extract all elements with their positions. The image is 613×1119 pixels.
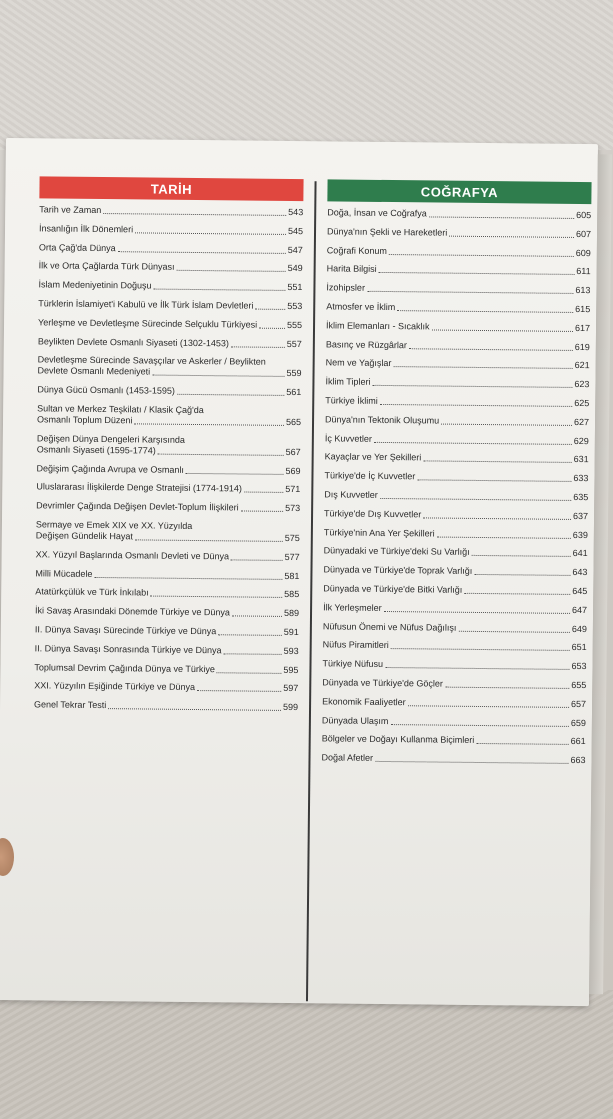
toc-page-number: 577 [284, 551, 300, 562]
toc-page-number: 653 [571, 661, 587, 672]
toc-page-number: 565 [285, 416, 302, 428]
toc-page-number: 627 [573, 416, 590, 427]
toc-entry-title-line1: Devletleşme Sürecinde Savaşçılar ve Askerler / Beylikten [37, 354, 266, 368]
toc-entry-title: Türkiye'de İç Kuvvetler [324, 470, 416, 482]
toc-entry-title: Coğrafi Konum [326, 244, 387, 256]
book-page [0, 138, 598, 1006]
toc-entry-title-line1: Değişen Dünya Dengeleri Karşısında [36, 433, 185, 445]
toc-dot-leader [472, 555, 571, 557]
toc-entry-title: Nüfusun Önemi ve Nüfus Dağılışı [322, 620, 457, 633]
toc-entry-title-line2: Osmanlı Siyaseti (1595-1774) [36, 444, 156, 456]
toc-entry-title: Nem ve Yağışlar [325, 357, 392, 369]
toc-entry [327, 226, 591, 240]
toc-dot-leader [135, 539, 283, 542]
toc-page-number: 551 [287, 282, 303, 293]
toc-entry-title: Dünyadaki ve Türkiye'deki Su Varlığı [323, 545, 470, 558]
toc-entry-title-line2: Değişen Gündelik Hayat [35, 530, 133, 542]
toc-dot-leader [259, 327, 285, 328]
toc-dot-leader [232, 616, 282, 618]
toc-entry [327, 207, 591, 221]
cografya-header: COĞRAFYA [327, 179, 591, 204]
toc-dot-leader [417, 479, 571, 482]
toc-dot-leader [153, 289, 285, 291]
toc-dot-leader [423, 461, 571, 464]
toc-entry [38, 336, 302, 350]
toc-page-number: 569 [285, 465, 301, 476]
toc-dot-leader [255, 309, 285, 310]
toc-entry [323, 602, 587, 616]
toc-page-number: 571 [285, 484, 301, 495]
toc-entry-title: Dünyada ve Türkiye'de Toprak Varlığı [323, 564, 473, 577]
toc-dot-leader [449, 235, 574, 237]
toc-entry [35, 643, 299, 657]
toc-entry [36, 549, 300, 563]
toc-page-number: 549 [287, 263, 303, 274]
toc-entry [39, 204, 303, 218]
toc-dot-leader [375, 761, 568, 764]
toc-entry-title: Ekonomik Faaliyetler [322, 696, 406, 707]
toc-page-number: 617 [574, 322, 591, 333]
tarih-column [34, 176, 304, 721]
toc-page-number: 543 [288, 206, 304, 218]
toc-entry-title: Türkiye'de Dış Kuvvetler [324, 508, 422, 520]
toc-entry [325, 452, 589, 466]
toc-page-number: 645 [572, 585, 588, 597]
toc-entry [325, 395, 589, 409]
toc-page-number: 555 [286, 319, 303, 330]
toc-page-number: 553 [287, 300, 303, 312]
toc-dot-leader [437, 536, 571, 538]
toc-page-number: 611 [576, 266, 591, 277]
page-edge [589, 154, 612, 994]
toc-page-number: 629 [573, 435, 589, 446]
toc-dot-leader [244, 492, 283, 493]
toc-entry [323, 621, 587, 635]
toc-entry [34, 699, 298, 713]
toc-page-number: 661 [570, 736, 586, 747]
toc-entry-title: Türkiye İklimi [325, 395, 378, 406]
toc-dot-leader [379, 272, 575, 275]
toc-entry-title: Nüfus Piramitleri [322, 639, 389, 651]
toc-entry [38, 280, 302, 294]
toc-entry [322, 715, 586, 729]
toc-entry-title: Uluslararası İlişkilerde Denge Stratejisi (1774-1914) [36, 481, 242, 494]
toc-entry-title: Dünyada ve Türkiye'de Göçler [322, 677, 443, 689]
toc-entry [34, 681, 298, 695]
toc-page-number: 591 [283, 626, 299, 638]
toc-page-number: 561 [286, 387, 302, 398]
fabric-background-top [0, 0, 613, 150]
toc-page-number: 585 [284, 589, 300, 600]
toc-entry-title: İki Savaş Arasındaki Dönemde Türkiye ve Dünya [35, 605, 231, 618]
fabric-background-bottom [0, 990, 613, 1119]
toc-dot-leader [380, 498, 571, 501]
toc-entry [39, 223, 303, 237]
toc-entry-title: II. Dünya Savaşı Sonrasında Türkiye ve Dünya [34, 643, 222, 656]
tarih-header: TARİH [39, 176, 303, 201]
toc-entry-title: İç Kuvvetler [324, 432, 372, 444]
toc-dot-leader [217, 672, 282, 674]
toc-dot-leader [393, 366, 572, 369]
toc-entry-title-line1: Sultan ve Merkez Teşkilatı / Klasik Çağ'da [37, 403, 204, 416]
toc-page-number: 655 [571, 679, 587, 691]
toc-entry [326, 283, 590, 297]
toc-entry-title: XX. Yüzyıl Başlarında Osmanlı Devleti ve Dünya [35, 549, 230, 562]
toc-page-number: 589 [283, 608, 300, 619]
toc-entry [322, 658, 586, 672]
toc-page-number: 599 [282, 702, 299, 713]
toc-entry [35, 605, 299, 619]
toc-entry-title: İslam Medeniyetinin Doğuşu [38, 279, 152, 291]
toc-entry [325, 377, 589, 391]
toc-page-number: 633 [573, 473, 589, 484]
toc-entry-title: Bölgeler ve Doğayı Kullanma Biçimleri [321, 733, 475, 746]
toc-page-number: 615 [575, 303, 591, 315]
toc-dot-leader [218, 634, 282, 636]
toc-entry [38, 317, 302, 331]
toc-entry [34, 662, 298, 676]
toc-page-number: 663 [570, 755, 586, 766]
toc-entry [324, 489, 588, 503]
toc-page-number: 625 [574, 397, 590, 409]
toc-entry-title: Kayaçlar ve Yer Şekilleri [324, 451, 422, 463]
toc-page-number: 637 [572, 510, 589, 521]
toc-page-number: 619 [574, 341, 590, 352]
toc-entry-title: Genel Tekrar Testi [34, 699, 107, 711]
toc-page-number: 657 [571, 698, 587, 709]
toc-page-number: 607 [575, 228, 592, 239]
toc-page-number: 581 [284, 570, 300, 581]
toc-dot-leader [390, 724, 568, 727]
toc-dot-leader [408, 705, 569, 708]
toc-dot-leader [432, 329, 573, 331]
toc-entry [322, 677, 586, 691]
toc-dot-leader [445, 687, 569, 689]
toc-page-number: 635 [573, 491, 589, 503]
toc-entry-title: Dünya'nın Şekli ve Hareketleri [326, 226, 448, 238]
toc-page-number: 647 [572, 604, 588, 615]
toc-entry [35, 568, 299, 582]
toc-entry-title: Dünyada Ulaşım [321, 714, 389, 726]
toc-dot-leader [409, 348, 573, 351]
toc-dot-leader [151, 596, 283, 598]
toc-entry-title: İlk Yerleşmeler [323, 602, 382, 613]
toc-entry [324, 471, 588, 485]
toc-entry-title: İzohipsler [326, 282, 366, 293]
toc-dot-leader [231, 346, 285, 348]
toc-dot-leader [458, 630, 569, 632]
toc-dot-leader [197, 690, 281, 692]
toc-page-number: 545 [287, 225, 304, 236]
toc-entry [326, 358, 590, 372]
toc-entry [326, 301, 590, 315]
toc-page-number: 593 [283, 645, 299, 656]
toc-page-number: 623 [574, 379, 590, 390]
toc-entry [37, 433, 301, 458]
toc-entry-title: Dünyada ve Türkiye'de Bitki Varlığı [323, 583, 463, 595]
toc-entry-title: XXI. Yüzyılın Eşiğinde Türkiye ve Dünya [34, 680, 196, 693]
toc-dot-leader [380, 404, 572, 407]
toc-page-number: 605 [576, 209, 592, 221]
toc-entry [36, 519, 300, 544]
toc-entry [326, 320, 590, 334]
toc-dot-leader [476, 743, 568, 745]
toc-entry-title: Türkiye'nin Ana Yer Şekilleri [323, 526, 435, 539]
cografya-toc [321, 207, 591, 766]
toc-dot-leader [391, 648, 570, 651]
toc-dot-leader [241, 511, 283, 512]
toc-entry [323, 583, 587, 597]
toc-entry-title: İlk ve Orta Çağlarda Türk Dünyası [38, 260, 175, 273]
toc-entry-title: Dünya Gücü Osmanlı (1453-1595) [37, 384, 175, 396]
toc-page-number: 639 [572, 529, 588, 540]
toc-dot-leader [423, 517, 571, 520]
toc-entry [325, 414, 589, 428]
toc-dot-leader [94, 576, 282, 579]
toc-dot-leader [367, 291, 573, 294]
toc-page-number: 641 [572, 548, 588, 559]
toc-page-number: 651 [571, 642, 587, 653]
toc-entry [37, 385, 301, 399]
toc-entry-title: Değişim Çağında Avrupa ve Osmanlı [36, 462, 184, 475]
toc-dot-leader [177, 394, 284, 396]
toc-entry [327, 264, 591, 278]
toc-dot-leader [429, 216, 574, 219]
toc-entry-title: Yerleşme ve Devletleşme Sürecinde Selçuklu Türkiyesi [38, 317, 258, 330]
toc-dot-leader [186, 472, 284, 474]
toc-entry-title: Basınç ve Rüzgârlar [325, 338, 407, 350]
toc-entry-title: İklim Elemanları - Sıcaklık [326, 320, 430, 332]
toc-page-number: 567 [285, 446, 301, 457]
toc-page-number: 557 [286, 338, 302, 349]
column-divider [306, 181, 316, 1001]
toc-entry [326, 339, 590, 353]
toc-dot-leader [441, 423, 572, 425]
toc-entry [327, 245, 591, 259]
toc-entry [322, 734, 586, 748]
toc-entry [39, 261, 303, 275]
toc-entry-title-line2: Osmanlı Toplum Düzeni [37, 414, 133, 426]
toc-entry-title: Toplumsal Devrim Çağında Dünya ve Türkiye [34, 661, 215, 674]
tarih-toc [34, 204, 303, 713]
toc-entry [36, 500, 300, 514]
toc-dot-leader [385, 667, 569, 670]
toc-entry-title: Tarih ve Zaman [39, 204, 102, 216]
toc-entry-title: İklim Tipleri [325, 376, 371, 388]
toc-dot-leader [152, 375, 284, 377]
toc-entry [322, 696, 586, 710]
toc-entry-title: Harita Bilgisi [326, 263, 377, 275]
toc-dot-leader [134, 423, 284, 426]
toc-entry-title: Dış Kuvvetler [324, 489, 378, 500]
toc-dot-leader [224, 653, 282, 655]
toc-entry-title: Doğal Afetler [321, 752, 374, 763]
toc-page-number: 613 [575, 285, 591, 296]
cografya-column [321, 179, 591, 774]
toc-entry [324, 527, 588, 541]
toc-entry-title: Atatürkçülük ve Türk İnkılabı [35, 586, 149, 598]
toc-entry-title: Dünya'nın Tektonik Oluşumu [325, 414, 440, 426]
toc-page-number: 597 [283, 683, 299, 694]
toc-entry [36, 463, 300, 477]
toc-dot-leader [397, 310, 573, 313]
toc-entry [38, 298, 302, 312]
toc-dot-leader [108, 708, 281, 711]
toc-dot-leader [135, 232, 286, 235]
toc-entry-title: Doğa, İnsan ve Coğrafya [327, 207, 427, 219]
toc-page-number: 575 [284, 532, 300, 544]
toc-entry-title: II. Dünya Savaşı Sürecinde Türkiye ve Dünya [34, 624, 217, 637]
toc-entry [36, 482, 300, 496]
toc-dot-leader [374, 441, 572, 444]
toc-entry-title: Beylikten Devlete Osmanlı Siyaseti (1302-1453) [37, 335, 230, 348]
toc-dot-leader [231, 559, 283, 561]
toc-entry [38, 355, 302, 380]
toc-entry [35, 624, 299, 638]
toc-entry [37, 403, 301, 428]
toc-page-number: 643 [572, 567, 588, 578]
toc-entry-title: Türklerin İslamiyet'i Kabulü ve İlk Türk İslam Devletleri [38, 298, 254, 311]
toc-entry-title: Devrimler Çağında Değişen Devlet-Toplum İlişkileri [36, 500, 239, 513]
toc-dot-leader [177, 270, 286, 272]
toc-entry [323, 564, 587, 578]
toc-entry-title-line1: Sermaye ve Emek XIX ve XX. Yüzyılda [35, 519, 193, 531]
toc-page-number: 595 [283, 664, 299, 675]
toc-dot-leader [384, 611, 570, 614]
toc-dot-leader [464, 593, 570, 595]
toc-page-number: 559 [286, 368, 302, 379]
toc-page-number: 631 [573, 454, 589, 465]
toc-entry [35, 587, 299, 601]
toc-dot-leader [372, 385, 572, 388]
toc-entry-title-line2: Devlete Osmanlı Medeniyeti [37, 365, 151, 377]
toc-page-number: 649 [571, 623, 587, 634]
toc-entry-title: Atmosfer ve İklim [326, 301, 396, 313]
toc-entry [324, 508, 588, 522]
toc-entry-title: Orta Çağ'da Dünya [38, 241, 116, 253]
toc-entry [39, 242, 303, 256]
toc-page-number: 621 [574, 360, 590, 371]
toc-dot-leader [118, 251, 286, 254]
toc-entry [323, 640, 587, 654]
toc-entry [321, 752, 585, 766]
toc-page-number: 609 [575, 247, 591, 258]
toc-page-number: 659 [570, 717, 586, 728]
toc-page-number: 573 [285, 503, 301, 514]
toc-dot-leader [103, 213, 286, 216]
toc-dot-leader [389, 254, 574, 257]
toc-dot-leader [474, 574, 570, 576]
toc-entry-title: Milli Mücadele [35, 567, 93, 579]
toc-entry [325, 433, 589, 447]
toc-entry [324, 546, 588, 560]
toc-dot-leader [158, 453, 284, 455]
toc-page-number: 547 [287, 244, 303, 255]
toc-entry-title: İnsanlığın İlk Dönemleri [39, 223, 134, 235]
toc-entry-title: Türkiye Nüfusu [322, 658, 384, 670]
